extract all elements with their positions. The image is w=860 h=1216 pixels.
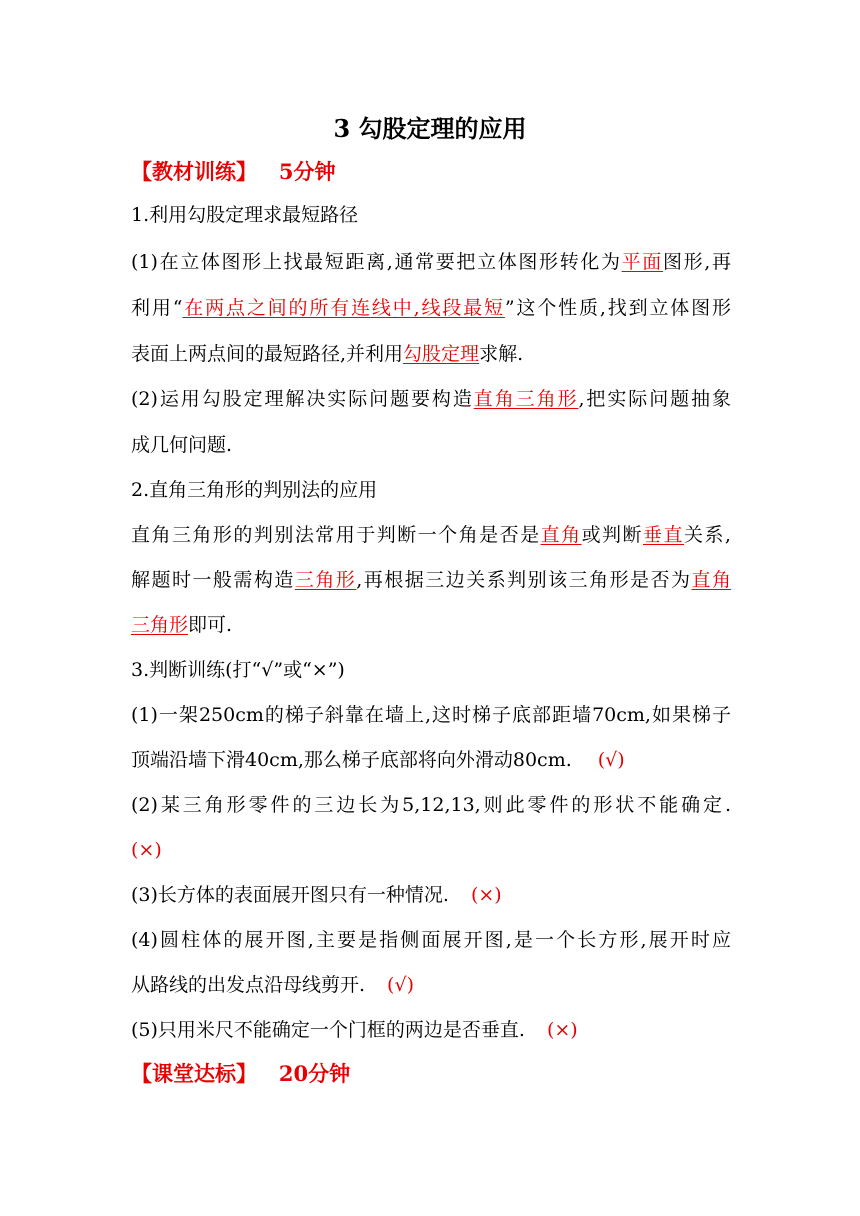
answer-blank: 勾股定理 [403,343,480,365]
item1-heading: 1.利用勾股定理求最短路径 [131,204,359,226]
section-heading-textbook-training: 【教材训练】 5分钟 [131,159,336,184]
item1-p2-line1: (2)运用勾股定理解决实际问题要构造直角三角形,把实际问题抽象 [131,388,731,410]
answer-mark-cross: (×) [470,884,502,906]
answer-blank: 直角 [691,569,731,591]
question-2-answer [131,836,731,864]
item1-p1-line1: (1)在立体图形上找最短距离,通常要把立体图形转化为平面图形,再 [131,251,731,273]
question-3: (3)长方体的表面展开图只有一种情况. (×) [131,884,502,906]
question-1-line1: (1)一架250cm的梯子斜靠在墙上,这时梯子底部距墙70cm,如果梯子 [131,704,731,726]
answer-blank: 平面 [621,251,663,273]
answer-blank: 直角 [540,524,582,546]
answer-mark-check: (√) [597,749,625,771]
answer-mark-check: (√) [387,974,414,996]
question-4-line1: (4)圆柱体的展开图,主要是指侧面展开图,是一个长方形,展开时应 [131,929,731,951]
section-heading-class-practice: 【课堂达标】 20分钟 [131,1061,351,1086]
item1-p1-line3: 表面上两点间的最短路径,并利用勾股定理求解. [131,343,524,365]
answer-blank: 三角形 [131,614,189,636]
question-5: (5)只用米尺不能确定一个门框的两边是否垂直. (×) [131,1019,578,1041]
question-1-line2: 顶端沿墙下滑40cm,那么梯子底部将向外滑动80cm. (√) [131,749,625,771]
item2-line2: 解题时一般需构造三角形,再根据三边关系判别该三角形是否为直角 [131,569,731,591]
answer-blank: 直角三角形 [473,388,579,410]
question-4-line2: 从路线的出发点沿母线剪开. (√) [131,974,414,996]
answer-blank: 三角形 [294,569,357,591]
item2-heading: 2.直角三角形的判别法的应用 [131,479,378,501]
answer-blank: 垂直 [643,524,684,546]
item2-line3: 三角形即可. [131,614,233,636]
answer-mark-cross: (×) [131,839,162,861]
item1-p2-line2: 成几何问题. [131,434,233,456]
page-title: 3 勾股定理的应用 [333,114,527,143]
question-2-line1: (2)某三角形零件的三边长为5,12,13,则此零件的形状不能确定. [131,794,731,816]
item1-p1-line2: 利用“在两点之间的所有连线中,线段最短”这个性质,找到立体图形 [131,297,731,319]
item2-line1: 直角三角形的判别法常用于判断一个角是否是直角或判断垂直关系, [131,524,731,546]
answer-blank: 在两点之间的所有连线中,线段最短 [182,297,505,319]
item3-heading: 3.判断训练(打“√”或“×”) [131,659,345,681]
answer-mark-cross: (×) [546,1019,578,1041]
